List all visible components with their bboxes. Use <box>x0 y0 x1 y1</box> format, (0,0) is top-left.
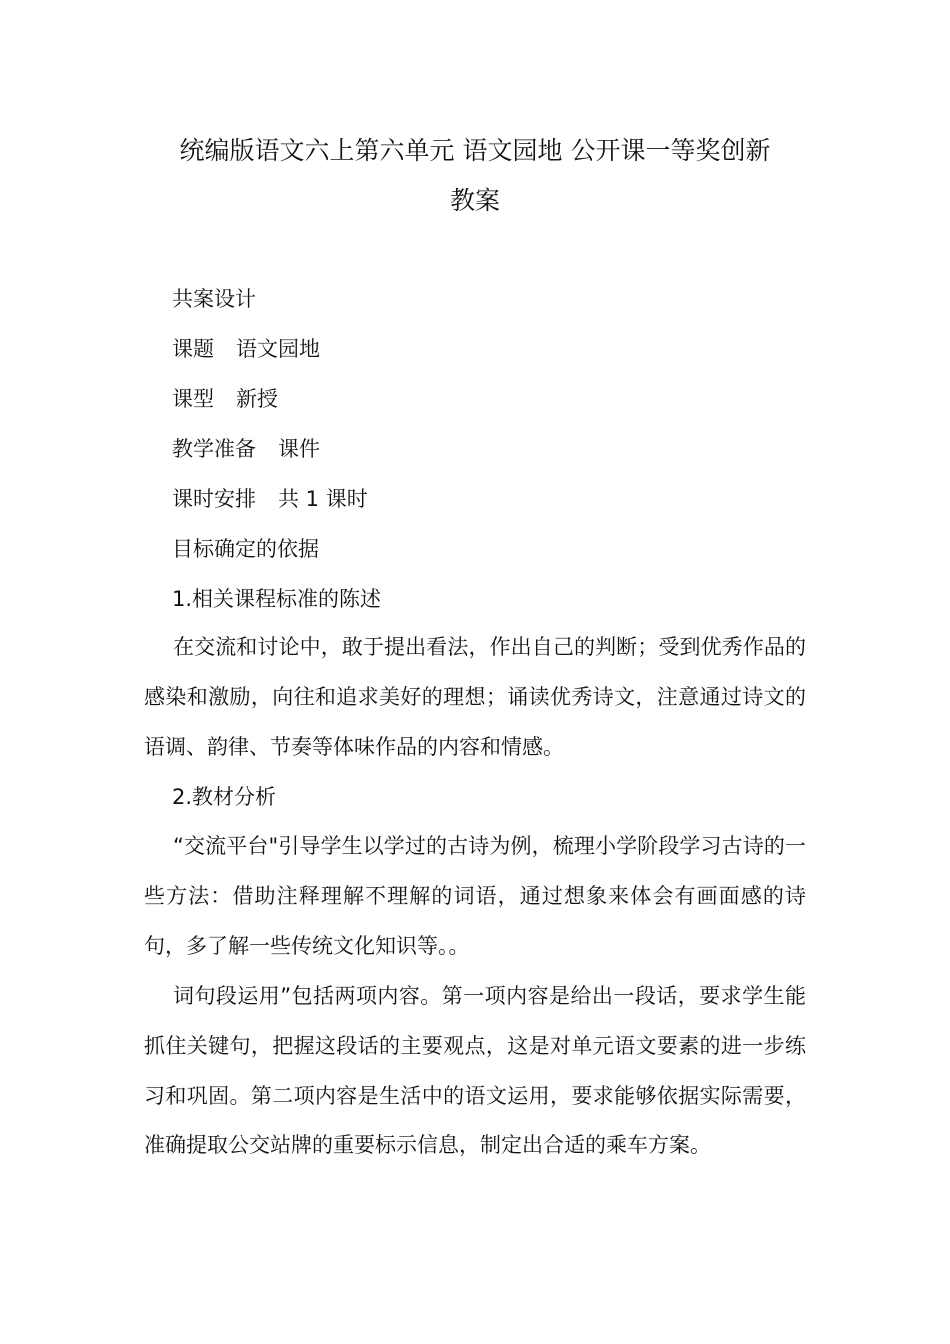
schedule-label: 课时安排 <box>172 487 256 511</box>
document-title <box>140 126 810 226</box>
subsection-2-paragraph-1: “交流平台"引导学生以学过的古诗为例，梳理小学阶段学习古诗的一些方法：借助注释理解不理解的词语，通过想象来体会有画面感的诗句，多了解一些传统文化知识等。。 <box>144 834 806 958</box>
basis-heading: 目标确定的依据 <box>172 537 319 561</box>
title-line-1: 统编版语文六上第六单元 语文园地 公开课一等奖创新 <box>179 136 771 165</box>
schedule-value: 共 1 课时 <box>278 487 368 511</box>
topic-label: 课题 <box>172 337 214 361</box>
type-value: 新授 <box>236 387 278 411</box>
prep-value: 课件 <box>278 437 320 461</box>
subsection-1-heading: 1.相关课程标准的陈述 <box>172 587 382 611</box>
prep-label: 教学准备 <box>172 437 256 461</box>
subsection-2-heading: 2.教材分析 <box>172 785 277 809</box>
title-line-2: 教案 <box>449 186 500 215</box>
schedule-row <box>172 484 368 514</box>
subsection-1-paragraph: 在交流和讨论中，敢于提出看法，作出自己的判断；受到优秀作品的感染和激励，向往和追求美好的理想；诵读优秀诗文，注意通过诗文的语调、韵律、节奏等体味作品的内容和情感。 <box>144 635 806 759</box>
topic-value: 语文园地 <box>236 337 320 361</box>
topic-row <box>172 334 320 364</box>
type-row <box>172 384 278 414</box>
type-label: 课型 <box>172 387 214 411</box>
prep-row <box>172 434 320 464</box>
subsection-2-paragraph-2: 词句段运用”包括两项内容。第一项内容是给出一段话，要求学生能抓住关键句，把握这段话的主要观点，这是对单元语文要素的进一步练习和巩固。第二项内容是生活中的语文运用，要求能够依据实际需要，准确提取公交站牌的重要标示信息，制定出合适的乘车方案。 <box>144 984 806 1158</box>
section-heading: 共案设计 <box>172 287 256 311</box>
